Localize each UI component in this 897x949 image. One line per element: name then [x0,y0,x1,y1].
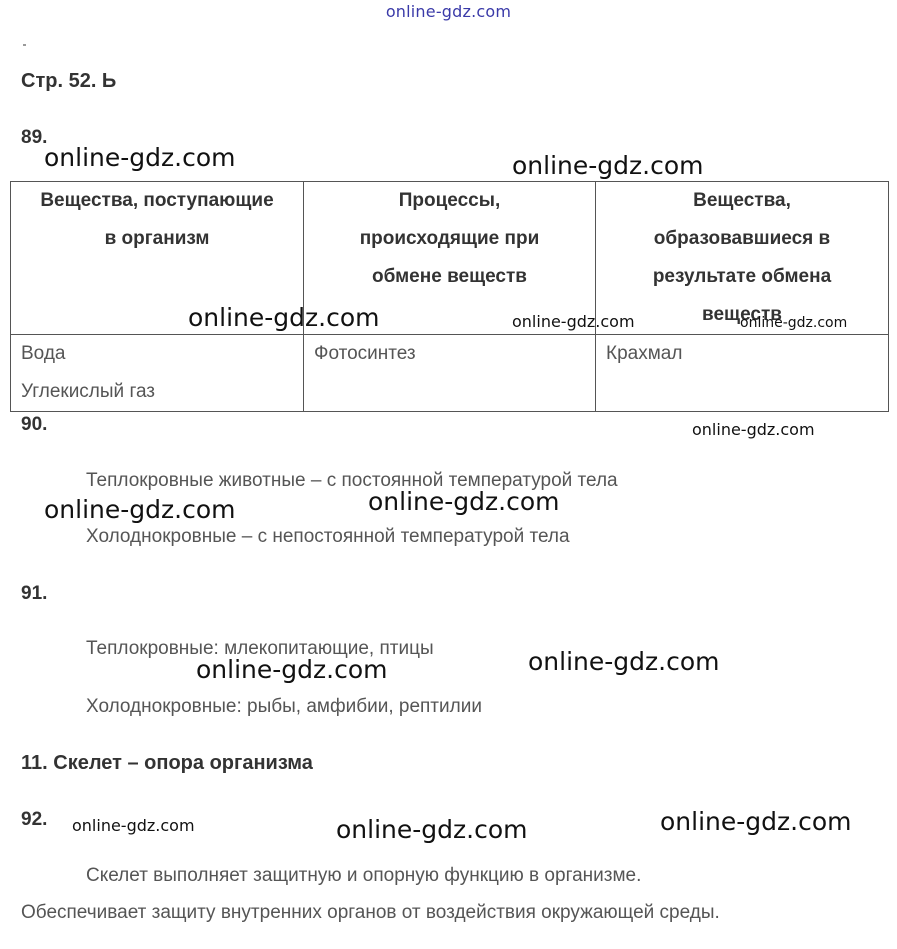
exercise-90-number: 90. [21,414,48,435]
watermark: online-gdz.com [368,487,560,516]
watermark: online-gdz.com [188,303,380,332]
header-line: Вещества, [693,190,791,211]
cell-line: Углекислый газ [21,381,156,402]
exercise-92-line-1: Скелет выполняет защитную и опорную функцию в организме. [86,865,642,886]
exercise-90-line-1: Теплокровные животные – с постоянной температурой тела [86,470,618,491]
scan-dot [23,44,26,46]
table-header-row [11,182,889,335]
watermark: online-gdz.com [336,815,528,844]
watermark: online-gdz.com [528,647,720,676]
exercise-92-line-2: Обеспечивает защиту внутренних органов от воздействия окружающей среды. [21,902,720,923]
watermark: online-gdz.com [72,816,195,835]
exercise-89-table [10,181,889,412]
header-line: обмене веществ [372,266,527,287]
exercise-89-number: 89. [21,127,48,148]
watermark: online-gdz.com [740,315,848,331]
header-line: Вещества, поступающие [40,190,274,211]
header-line: образовавшиеся в [653,228,831,249]
top-watermark: online-gdz.com [385,2,512,21]
header-line: в организм [104,228,210,249]
cell-output-substances [596,335,889,412]
watermark: online-gdz.com [512,312,635,331]
header-line: результате обмена [652,266,832,287]
watermark: online-gdz.com [44,495,236,524]
cell-line: Фотосинтез [314,343,416,364]
watermark: online-gdz.com [44,143,236,172]
exercise-90-line-2: Холоднокровные – с непостоянной температурой тела [86,526,570,547]
cell-processes [304,335,596,412]
watermark: online-gdz.com [692,420,815,439]
cell-line: Вода [21,343,66,364]
exercise-91-number: 91. [21,583,48,604]
exercise-91-line-1: Теплокровные: млекопитающие, птицы [86,638,434,659]
section-title: 11. Скелет – опора организма [21,752,313,774]
exercise-91-line-2: Холоднокровные: рыбы, амфибии, рептилии [86,696,482,717]
cell-input-substances [11,335,304,412]
header-line: веществ [702,304,782,325]
watermark: online-gdz.com [196,655,388,684]
header-line: происходящие при [359,228,540,249]
header-line: Процессы, [398,190,501,211]
exercise-92-number: 92. [21,809,48,830]
header-output-substances [596,182,889,335]
watermark: online-gdz.com [512,151,704,180]
cell-line: Крахмал [606,343,683,364]
watermark: online-gdz.com [660,807,852,836]
table-row [11,335,889,412]
page-reference: Стр. 52. Ь [21,70,117,92]
